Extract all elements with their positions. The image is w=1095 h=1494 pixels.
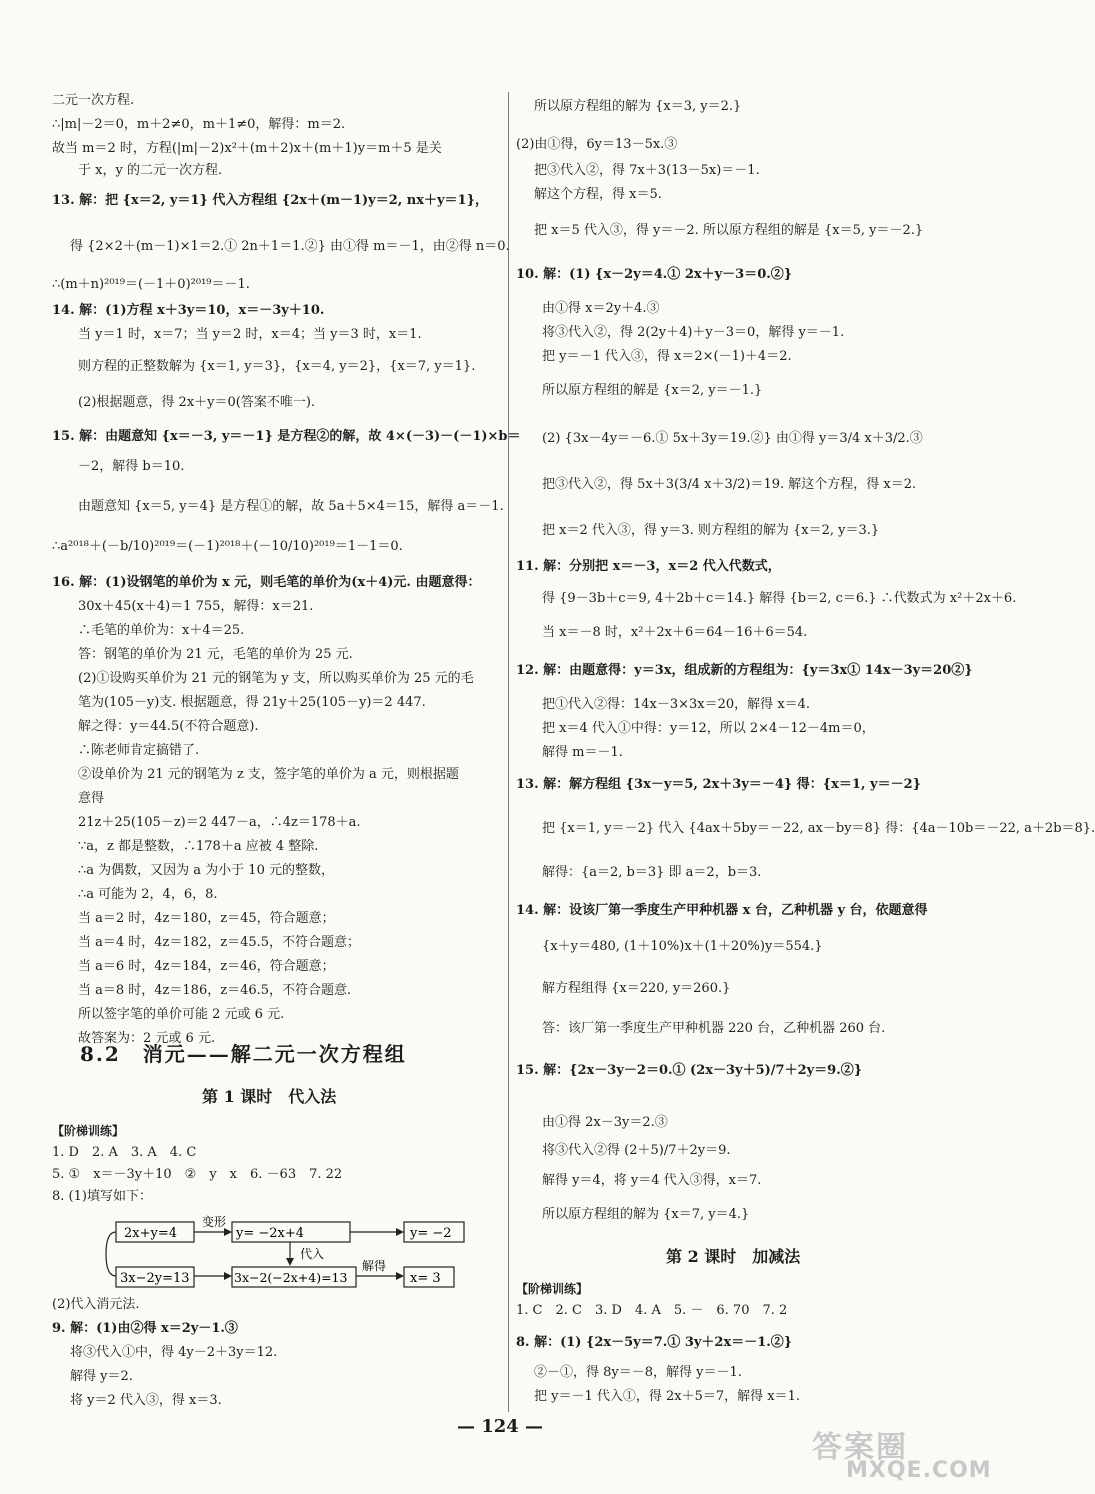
section-title: 8.2 消元——解二元一次方程组 [80,1042,407,1066]
lesson-title: 第 1 课时 代入法 [202,1087,337,1106]
step1-text: y= −2x+4 [236,1226,305,1241]
watermark-url: MXQE.COM [846,1458,992,1483]
solve-label: 解得 [362,1259,387,1273]
text-line: 9. 解：(1)由②得 x＝2y－1.③ [52,1321,238,1336]
text-line: 二元一次方程. [52,93,135,108]
text-line: 所以原方程组的解是 {x＝2, y＝－1.} [542,383,763,398]
res-y-text: y= −2 [410,1226,452,1241]
step2-text: 3x−2(−2x+4)=13 [234,1270,348,1285]
text-line: 8. (1)填写如下： [52,1189,152,1204]
text-line: －2，解得 b＝10. [78,459,185,474]
text-line: 把①代入②得：14x－3×3x＝20，解得 x＝4. [542,697,811,712]
text-line: 答：该厂第一季度生产甲种机器 220 台，乙种机器 260 台. [542,1021,886,1036]
column-divider [508,92,509,1412]
text-line: ∴(m＋n)²⁰¹⁹＝(－1＋0)²⁰¹⁹＝－1. [52,277,250,292]
text-line: 14. 解：(1)方程 x＋3y＝10，x＝－3y＋10. [52,303,325,318]
text-line: (2)由①得，6y＝13－5x.③ [516,137,678,152]
substitute-label: 代入 [300,1247,325,1261]
arrow-head [396,1272,404,1280]
text-line: 8. 解：(1) {2x－5y＝7.① 3y＋2x＝－1.②} [516,1335,793,1350]
text-line: 由①得 x＝2y＋4.③ [542,301,660,316]
text-line: 得 {2×2＋(m－1)×1＝2.① 2n＋1＝1.②} 由①得 m＝－1，由②得 n＝0. [70,239,510,254]
text-line: 把 {x＝1, y＝－2} 代入 {4ax＋5by＝－22, ax－by＝8} 得：{4a－10b＝－22, a＋2b＝8}. [542,821,1095,836]
text-line: 将③代入②，得 2(2y＋4)＋y－3＝0，解得 y＝－1. [542,325,845,340]
text-line: 得 {9－3b＋c＝9, 4＋2b＋c＝14.} 解得 {b＝2, c＝6.} ∴代数式为 x²＋2x＋6. [542,591,1017,606]
text-line: 解得 m＝－1. [542,745,623,760]
text-line: 10. 解：(1) {x－2y＝4.① 2x＋y－3＝0.②} [516,267,793,282]
text-line: 21z＋25(105－z)＝2 447－a，∴4z＝178＋a. [78,815,361,830]
text-line: 当 a＝4 时，4z＝182，z＝45.5，不符合题意； [78,935,361,950]
text-line: 由①得 2x－3y＝2.③ [542,1115,668,1130]
text-line: ②－①，得 8y＝－8，解得 y＝－1. [534,1365,742,1380]
text-line: 解得：{a＝2, b＝3} 即 a＝2，b＝3. [542,865,762,880]
text-line: 解得 y＝4，将 y＝4 代入③得，x＝7. [542,1173,762,1188]
text-line: 解这个方程，得 x＝5. [534,187,662,202]
text-line: 把 y＝－1 代入③，得 x＝2×(－1)＋4＝2. [542,349,792,364]
text-line: 14. 解：设该厂第一季度生产甲种机器 x 台，乙种机器 y 台，依题意得 [516,903,928,918]
text-line: 当 a＝8 时，4z＝186，z＝46.5，不符合题意. [78,983,352,998]
text-line: 将③代入②得 (2＋5)/7＋2y＝9. [542,1143,731,1158]
text-line: ∴|m|－2＝0，m＋2≠0，m＋1≠0，解得：m＝2. [52,117,346,132]
text-line: 把③代入②，得 7x＋3(13－5x)＝－1. [534,163,760,178]
text-line: 1. C 2. C 3. D 4. A 5. － 6. 70 7. 2 [516,1303,788,1318]
text-line: 当 y＝1 时，x＝7；当 y＝2 时，x＝4；当 y＝3 时，x＝1. [78,327,422,342]
text-line: 13. 解：把 {x＝2, y＝1} 代入方程组 {2x＋(m－1)y＝2, nx＋y＝1}， [52,193,488,208]
page-number: — 124 — [456,1416,544,1437]
brace-line [106,1232,116,1276]
text-line: 把 y＝－1 代入①，得 2x＋5＝7，解得 x＝1. [534,1389,801,1404]
text-line: (2)代入消元法. [52,1297,140,1312]
text-line: 意得 [78,791,105,806]
text-line: {x＋y＝480, (1＋10%)x＋(1＋20%)y＝554.} [542,939,823,954]
text-line: 将③代入①中，得 4y－2＋3y＝12. [70,1345,278,1360]
ladder-label: 【阶梯训练】 [52,1124,125,1138]
text-line: 所以签字笔的单价可能 2 元或 6 元. [78,1007,285,1022]
text-line: 5. ① x＝－3y＋10 ② y x 6. －63 7. 22 [52,1167,343,1182]
text-line: ∴陈老师肯定搞错了. [78,743,200,758]
text-line: 故答案为：2 元或 6 元. [78,1031,216,1046]
text-line: 于 x，y 的二元一次方程. [78,163,223,178]
text-line: ∴a 可能为 2，4，6，8. [78,887,218,902]
text-line: 1. D 2. A 3. A 4. C [52,1145,197,1160]
text-line: ∴a²⁰¹⁸＋(－b/10)²⁰¹⁹＝(－1)²⁰¹⁸＋(－10/10)²⁰¹⁹＝1－1＝0. [52,539,403,554]
text-line: 当 x＝－8 时，x²＋2x＋6＝64－16＋6＝54. [542,625,808,640]
text-line: 故当 m＝2 时，方程(|m|－2)x²＋(m＋2)x＋(m＋1)y＝m＋5 是关 [52,141,442,156]
ladder-label: 【阶梯训练】 [516,1282,589,1296]
text-line: 11. 解：分别把 x＝－3，x＝2 代入代数式， [516,559,781,574]
arrow-head [396,1228,404,1236]
text-line: (2) {3x－4y＝－6.① 5x＋3y＝19.②} 由①得 y＝3/4 x＋3/2.③ [542,431,923,446]
watermark-logo: 答案圈 [812,1430,908,1465]
text-line: 13. 解：解方程组 {3x－y＝5, 2x＋3y＝－4} 得：{x＝1, y＝－2} [516,777,921,792]
substitution-flow-diagram [52,1212,472,1292]
text-line: 15. 解：由题意知 {x＝－3, y＝－1} 是方程②的解，故 4×(－3)－(－1)×b＝ [52,429,521,444]
text-line: ∴毛笔的单价为：x＋4＝25. [78,623,245,638]
text-line: 笔为(105－y)支. 根据题意，得 21y＋25(105－y)＝2 447. [78,695,426,710]
text-line: 答：钢笔的单价为 21 元，毛笔的单价为 25 元. [78,647,353,662]
arrow-head [286,1258,294,1266]
text-line: 15. 解：{2x－3y－2＝0.① (2x－3y＋5)/7＋2y＝9.②} [516,1063,863,1078]
text-line: 所以原方程组的解为 {x＝3, y＝2.} [534,99,742,114]
text-line: 当 a＝2 时，4z＝180，z＝45，符合题意； [78,911,335,926]
text-line: 16. 解：(1)设钢笔的单价为 x 元，则毛笔的单价为(x＋4)元. 由题意得： [52,575,481,590]
text-line: 解得 y＝2. [70,1369,133,1384]
text-line: ②设单价为 21 元的钢笔为 z 支，签字笔的单价为 a 元，则根据题 [78,767,459,782]
text-line: 把 x＝2 代入③，得 y＝3. 则方程组的解为 {x＝2, y＝3.} [542,523,880,538]
text-line: 把 x＝5 代入③，得 y＝－2. 所以原方程组的解是 {x＝5, y＝－2.} [534,223,924,238]
transform-label: 变形 [202,1215,227,1229]
text-line: ∴a 为偶数，又因为 a 为小于 10 元的整数， [78,863,334,878]
text-line: 把 x＝4 代入①中得：y＝12，所以 2×4－12－4m＝0， [542,721,875,736]
text-line: 由题意知 {x＝5, y＝4} 是方程①的解，故 5a＋5×4＝15，解得 a＝－1. [78,499,504,514]
arrow-head [224,1228,232,1236]
text-line: (2)①设购买单价为 21 元的钢笔为 y 支，所以购买单价为 25 元的毛 [78,671,474,686]
text-line: 30x＋45(x＋4)＝1 755，解得：x＝21. [78,599,314,614]
eq1-text: 2x+y=4 [124,1226,178,1241]
text-line: 则方程的正整数解为 {x＝1, y＝3}，{x＝4, y＝2}，{x＝7, y＝1}. [78,359,476,374]
text-line: 把③代入②，得 5x＋3(3/4 x＋3/2)＝19. 解这个方程，得 x＝2. [542,477,917,492]
eq2-text: 3x−2y=13 [120,1271,190,1286]
text-line: ∵a，z 都是整数，∴178＋a 应被 4 整除. [78,839,319,854]
lesson-title: 第 2 课时 加减法 [666,1247,801,1266]
text-line: 解方程组得 {x＝220, y＝260.} [542,981,731,996]
text-line: 将 y＝2 代入③，得 x＝3. [70,1393,222,1408]
text-line: 解之得：y＝44.5(不符合题意). [78,719,259,734]
text-line: 12. 解：由题意得：y＝3x，组成新的方程组为：{y＝3x① 14x－3y＝20②} [516,663,973,678]
arrow-head [224,1272,232,1280]
res-x-text: x= 3 [410,1271,441,1286]
text-line: 当 a＝6 时，4z＝184，z＝46，符合题意； [78,959,335,974]
text-line: (2)根据题意，得 2x＋y＝0(答案不唯一). [78,395,316,410]
text-line: 所以原方程组的解为 {x＝7, y＝4.} [542,1207,750,1222]
